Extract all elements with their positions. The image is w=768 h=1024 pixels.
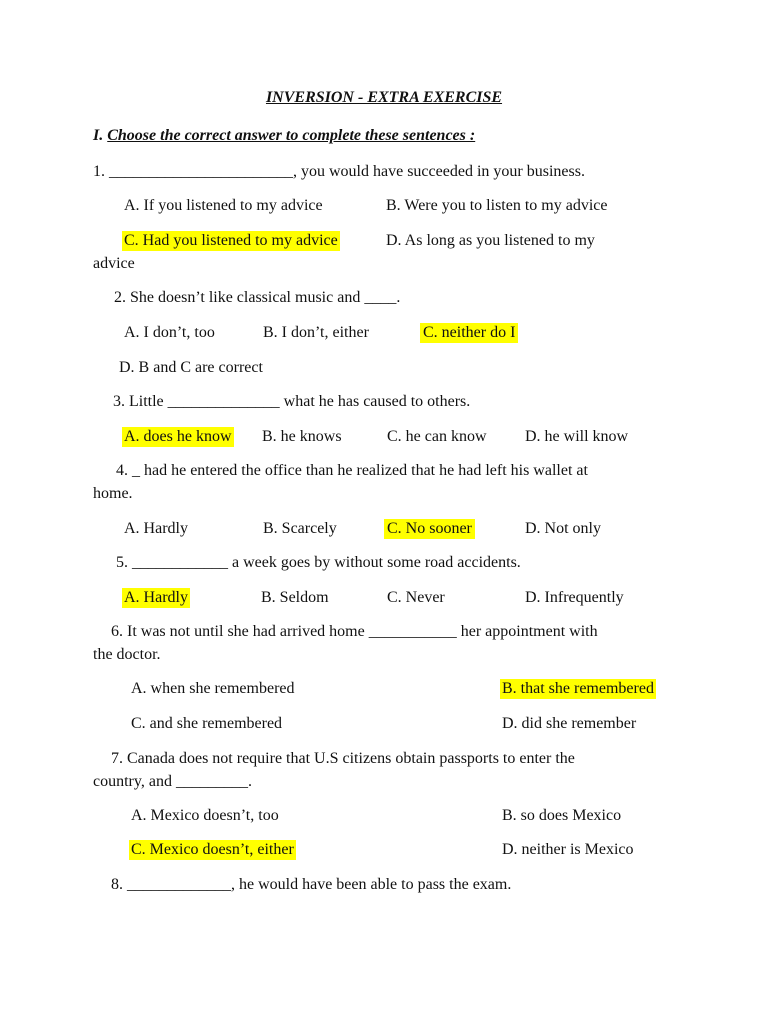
question-4-option-a: A. Hardly [124, 520, 188, 537]
question-3-stem: 3. Little ______________ what he has caused to others. [113, 393, 471, 410]
question-4-option-c-answer: C. No sooner [384, 519, 475, 539]
question-4-option-d: D. Not only [525, 520, 601, 537]
question-5-stem: 5. ____________ a week goes by without some road accidents. [116, 554, 521, 571]
question-2-option-c-answer: C. neither do I [420, 323, 518, 343]
question-6-option-a: A. when she remembered [131, 680, 295, 697]
section-heading [93, 126, 475, 146]
question-7-option-b: B. so does Mexico [502, 807, 622, 824]
question-3-option-a-answer: A. does he know [124, 428, 232, 445]
question-7-option-a: A. Mexico doesn’t, too [131, 807, 279, 824]
question-1-option-c-answer: C. Had you listened to my advice [124, 232, 338, 249]
question-7-stem-line-1: 7. Canada does not require that U.S citizens obtain passports to enter the [111, 750, 575, 767]
question-6-option-d: D. did she remember [502, 715, 637, 732]
question-1-option-d-continued: advice [93, 255, 135, 272]
question-2-option-d: D. B and C are correct [119, 359, 263, 376]
question-3-option-d: D. he will know [525, 428, 629, 445]
question-2-stem: 2. She doesn’t like classical music and ____. [114, 289, 401, 306]
question-1-option-d: D. As long as you listened to my [386, 232, 595, 249]
question-2-option-b: B. I don’t, either [263, 324, 369, 341]
question-7-stem-line-2: country, and _________. [93, 773, 252, 790]
question-8-stem: 8. _____________, he would have been able to pass the exam. [111, 876, 512, 893]
question-2-option-a: A. I don’t, too [124, 324, 215, 341]
question-6-option-b-answer: B. that she remembered [502, 680, 654, 697]
question-1-stem: 1. _______________________, you would have succeeded in your business. [93, 163, 585, 180]
question-4-stem-line-1: 4. _ had he entered the office than he realized that he had left his wallet at [116, 462, 588, 479]
section-number: I. [93, 127, 104, 144]
question-4-stem-line-2: home. [93, 485, 133, 502]
section-instruction: Choose the correct answer to complete these sentences : [107, 127, 476, 144]
question-7-option-d: D. neither is Mexico [502, 841, 634, 858]
question-3-option-c: C. he can know [387, 428, 487, 445]
question-7-option-c-answer: C. Mexico doesn’t, either [131, 841, 294, 858]
question-6-option-c: C. and she remembered [131, 715, 283, 732]
document-title: INVERSION - EXTRA EXERCISE [265, 89, 503, 106]
question-5-option-b: B. Seldom [261, 589, 329, 606]
question-3-option-b: B. he knows [262, 428, 342, 445]
question-5-option-c: C. Never [387, 589, 445, 606]
question-1-option-a: A. If you listened to my advice [124, 197, 323, 214]
question-6-stem-line-1: 6. It was not until she had arrived home ___________ her appointment with [111, 623, 598, 640]
question-4-option-b: B. Scarcely [263, 520, 337, 537]
question-5-option-d: D. Infrequently [525, 589, 624, 606]
question-1-option-b: B. Were you to listen to my advice [386, 197, 608, 214]
question-5-option-a-answer: A. Hardly [124, 589, 188, 606]
question-6-stem-line-2: the doctor. [93, 646, 161, 663]
